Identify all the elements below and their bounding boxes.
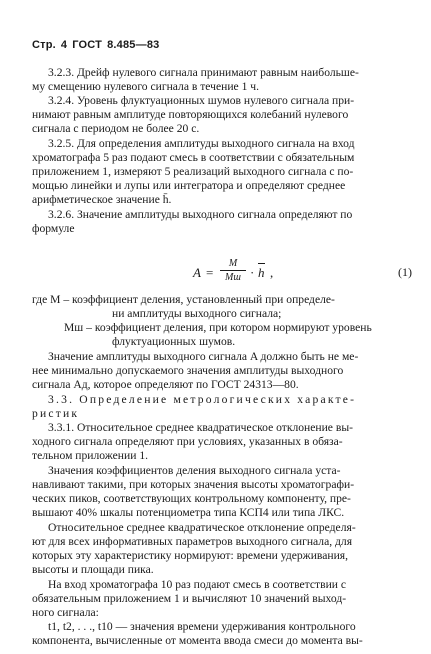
formula-denominator: Mш <box>225 272 241 283</box>
text-line: вышают 40% шкалы потенциометра типа КСП4 или типа ЛКС. <box>32 506 345 519</box>
formula-number: (1) <box>398 265 412 279</box>
standard-number: 8.485—83 <box>107 39 160 51</box>
formula-equals: = <box>206 265 214 280</box>
text-line: На вход хроматографа 10 раз подают смесь в соответствии с <box>48 578 347 591</box>
text-line: хроматографа 5 раз подают смесь в соответствии с обязательным <box>32 151 355 164</box>
text-line: 3.2.4. Уровень флуктуационных шумов нулевого сигнала при- <box>48 94 355 107</box>
text-line: 3.3.1. Относительное среднее квадратическое отклонение вы- <box>48 421 353 434</box>
text-line: ни амплитуды выходного сигнала; <box>112 307 282 320</box>
text-line: флуктуационных шумов. <box>112 335 236 348</box>
text-line: арифметическое значение h̄. <box>32 193 172 206</box>
text-line: сигнала с периодом не более 20 с. <box>32 122 200 135</box>
page-header <box>32 39 164 51</box>
text-line: ного сигнала: <box>32 606 99 619</box>
section-heading: ристик <box>32 407 80 420</box>
formula-dot: · <box>250 265 255 280</box>
section-heading: 3.3. Определение метрологических характе- <box>48 393 357 406</box>
text-line: ют для всех информативных параметров выходного сигнала, для <box>32 535 353 548</box>
text-line: где M – коэффициент деления, установленный при определе- <box>32 293 335 306</box>
text-line: t1, t2, . . ., t10 — значения времени удерживания контрольного <box>48 620 356 633</box>
text-line: 3.2.6. Значение амплитуды выходного сигнала определяют по <box>48 208 353 221</box>
page-number: 4 <box>60 39 68 51</box>
text-line: формуле <box>32 222 75 235</box>
text-line: сигнала Aд, которое определяют по ГОСТ 24313—80. <box>32 378 299 391</box>
text-line: 3.2.5. Для определения амплитуды выходного сигнала на вход <box>48 137 355 150</box>
standard-label: ГОСТ <box>72 39 103 51</box>
text-line: высоты и площади пика. <box>32 563 154 576</box>
text-line: тельном приложении 1. <box>32 449 149 462</box>
text-line: Mш – коэффициент деления, при котором нормируют уровень <box>64 321 372 334</box>
text-line: обязательным приложением 1 и вычисляют 10 значений выход- <box>32 592 347 605</box>
text-line: Относительное среднее квадратическое отклонение определя- <box>48 521 356 534</box>
text-line: ходного сигнала определяют при условиях, указанных в обяза- <box>32 435 343 448</box>
text-line: приложением 1, измеряют 5 реализаций выходного сигнала с по- <box>32 165 354 178</box>
formula-comma: , <box>270 265 274 280</box>
formula-fraction <box>220 258 246 283</box>
page-label: Стр. <box>32 39 56 51</box>
text-line: которых эту характеристику нормируют: времени удерживания, <box>32 549 349 562</box>
text-line: мощью линейки и лупы или интегратора и определяют среднее <box>32 179 346 192</box>
formula-numerator: M <box>228 258 238 269</box>
text-line: нее минимально допускаемого значения амплитуды выходного <box>32 364 344 377</box>
fraction-bar <box>220 270 246 271</box>
text-line: компонента, вычисленные от момента ввода смеси до момента вы- <box>32 634 363 647</box>
text-line: 3.2.3. Дрейф нулевого сигнала принимают равным наибольше- <box>48 66 359 79</box>
text-line: навливают такими, при которых значения высоты хроматографи- <box>32 478 355 491</box>
text-line: Значения коэффициентов деления выходного сигнала уста- <box>48 464 341 477</box>
formula-lhs: A <box>193 265 201 280</box>
text-line: ческих пиков, соответствующих контрольному компоненту, пре- <box>32 492 351 505</box>
text-line: нимают равным амплитуде повторяющихся колебаний нулевого <box>32 108 349 121</box>
text-line: Значение амплитуды выходного сигнала A должно быть не ме- <box>48 350 359 363</box>
formula-h-mean: h <box>258 265 265 280</box>
text-line: му смещению нулевого сигнала в течение 1 ч. <box>32 80 260 93</box>
formula-1 <box>0 258 431 286</box>
